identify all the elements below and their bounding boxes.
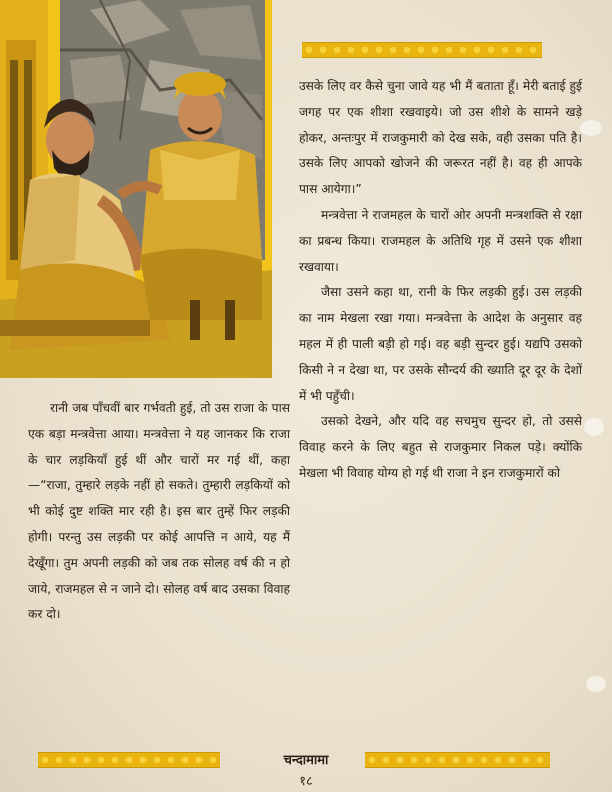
left-para-1: रानी जब पाँचवीं बार गर्भवती हुई, तो उस राजा के पास एक बड़ा मन्त्रवेत्ता आया। मन्त्रवेत्ता ने यह जानकर कि राजा के चार लड़कियाँ हुई थीं और चारों मर गई थीं, कहा—“राजा, तुम्हारे लड़के नहीं हो सकते। तुम्हारी लड़कियों को भी कोई दुष्ट शक्ति मार रही है। इस बार तुम्हें फिर लड़की होगी। परन्तु उस लड़की पर कोई आपत्ति न आये, यह मैं देखूँगा। तुम अपनी लड़की को जब तक सोलह वर्ष की न हो जाये, राजमहल से न जाने दो। सोलह वर्ष बाद उसका विवाह कर दो। (28, 401, 290, 622)
top-decorative-border (302, 42, 542, 58)
page-tear-mark (580, 120, 602, 136)
page-tear-mark (586, 676, 606, 692)
page-tear-mark (584, 418, 604, 436)
story-illustration (0, 0, 272, 378)
illustration-art (0, 0, 272, 378)
right-para-1: उसके लिए वर कैसे चुना जावे यह भी मैं बताता हूँ। मेरी बताई हुई जगह पर एक शीशा रखवाइये। जो उस शीशे के सामने खड़े होकर, अन्तःपुर में राजकुमारी को देख सके, वही उसका पति है। उसके लिए आपको खोजने की जरूरत नहीं है। वह ही आपके पास आयेगा।” (299, 79, 582, 197)
right-para-2: मन्त्रवेत्ता ने राजमहल के चारों ओर अपनी मन्त्रशक्ति से रक्षा का प्रबन्ध किया। राजमहल के अतिथि गृह में उसने एक शीशा रखवाया। (299, 207, 582, 274)
magazine-name: चन्दामामा (283, 753, 329, 768)
right-column (299, 74, 582, 487)
left-column (28, 396, 290, 628)
right-para-3: जैसा उसने कहा था, रानी के फिर लड़की हुई। उस लड़की का नाम मेखला रखा गया। मन्त्रवेत्ता के आदेश के अनुसार वह महल में ही पाली बड़ी हो गई। वह बड़ी सुन्दर हुई। यद्यपि उसको किसी ने न देखा था, पर उसके सौन्दर्य की ख्याति दूर दूर के देशों में भी पहुँची। (299, 285, 582, 403)
page-number: १८ (299, 774, 313, 789)
right-para-4: उसको देखने, और यदि वह सचमुच सुन्दर हो, तो उससे विवाह करने के लिए बहुत से राजकुमार निकल पड़े। क्योंकि मेखला भी विवाह योग्य हो गई थी राजा ने इन राजकुमारों को (299, 414, 582, 480)
